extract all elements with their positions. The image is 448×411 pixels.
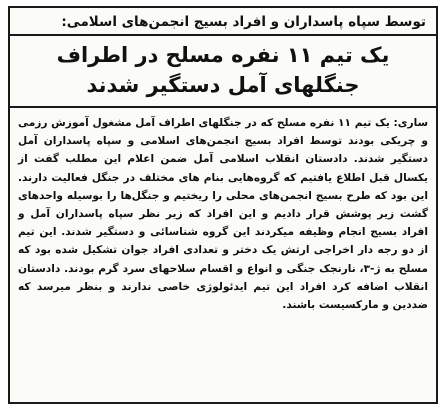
article-body: ساری: یک تیم ۱۱ نفره مسلح که در جنگلهای اطراف آمل مشغول آموزش رزمی و چریکی بودند توسط افراد بسیج انجمن‌های اسلامی و سپاه پاسداران آمل دستگیر شدند. دادستان انقلاب اسلامی آمل ضمن اعلام این مطلب گفت از یکسال قبل اطلاع یافتیم که گروه‌هایی بنام های مختلف در جنگل فعالیت دارند. این بود که طرح بسیج انجمن‌های محلی را ریختیم و جنگل‌ها را بوسیله واحدهای گشت زیر پوشش قرار دادیم و این افراد که زیر نظر سپاه پاسداران آمل و افراد بسیج انجام وظیفه میکردند این گروه شناسائی و دستگیر شدند. این تیم از دو رجه دار اخراجی ارتش یک دختر و تعدادی افراد جوان تشکیل شده بود که مسلح به ژ-۳، نارنجک جنگی و انواع و اقسام سلاحهای سرد گرم بودند. دادستان انقلاب اضافه کرد افراد این تیم ایدئولوژی خاصی ندارند و بنظر میرسد که ضددین و مارکسیست باشند.: [18, 117, 428, 312]
article-headline: یک تیم ۱۱ نفره مسلح در اطراف جنگلهای آمل دستگیر شدند: [56, 43, 390, 97]
newspaper-clipping: [8, 6, 438, 404]
article-kicker: توسط سپاه پاسداران و افراد بسیج انجمن‌های اسلامی:: [61, 14, 426, 30]
headline-box: [10, 34, 436, 108]
